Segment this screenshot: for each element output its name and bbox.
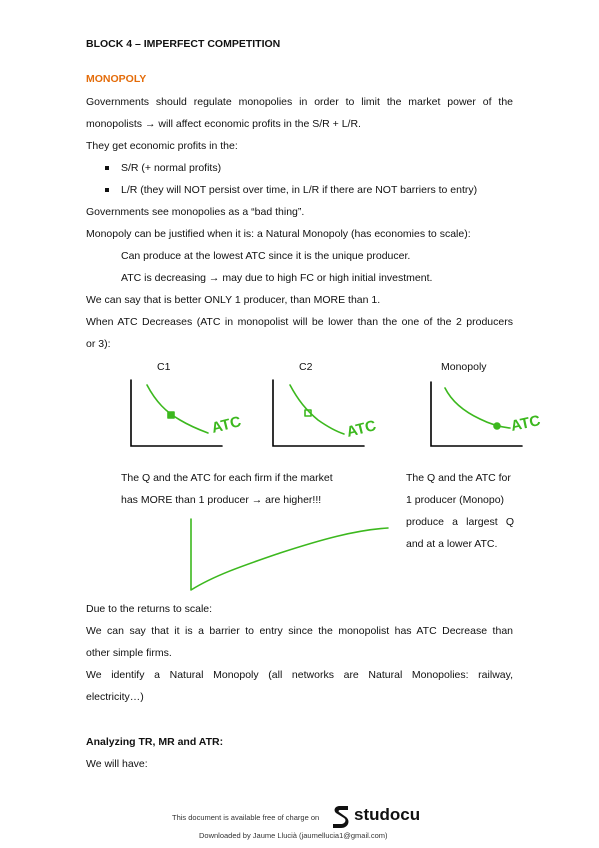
- studocu-logo-text[interactable]: studocu: [354, 805, 421, 824]
- bullet-item-sr: S/R (+ normal profits): [121, 162, 222, 174]
- atc-label-monopoly: ATC: [509, 412, 542, 435]
- paragraph-barrier-line1: We can say that it is a barrier to entry since the monopolist has ATC Decrease than: [86, 625, 513, 637]
- graph-label-c2: C2: [299, 361, 313, 373]
- note-left-line1: The Q and the ATC for each firm if the market: [121, 472, 333, 484]
- indented-lowest-atc: Can produce at the lowest ATC since it is the unique producer.: [121, 250, 411, 262]
- graph-label-monopoly: Monopoly: [441, 361, 487, 373]
- atc-label-c2: ATC: [344, 417, 378, 441]
- note-right-line3: produce a largest Q: [406, 516, 514, 528]
- note-right-line2: 1 producer (Monopo): [406, 494, 505, 506]
- paragraph-barrier-line2: other simple firms.: [86, 647, 172, 659]
- note-right-line1: The Q and the ATC for: [406, 472, 511, 484]
- paragraph-only-one-producer: We can say that is better ONLY 1 producer, than MORE than 1.: [86, 294, 381, 306]
- paragraph-atc-decreases-line1: When ATC Decreases (ATC in monopolist will be lower than the one of the 2 producers: [86, 316, 513, 328]
- note-right-line4: and at a lower ATC.: [406, 538, 498, 550]
- paragraph-atc-decreases-line2: or 3):: [86, 338, 111, 350]
- paragraph-natural-monopoly: Monopoly can be justified when it is: a Natural Monopoly (has economies to scale):: [86, 228, 471, 240]
- note-left-line2: has MORE than 1 producer → are higher!!!: [121, 494, 322, 506]
- graph-label-c1: C1: [157, 361, 171, 373]
- paragraph-networks-line1: We identify a Natural Monopoly (all networks are Natural Monopolies: railway,: [86, 669, 513, 681]
- paragraph-profits-intro: They get economic profits in the:: [86, 140, 238, 152]
- document-title: BLOCK 4 – IMPERFECT COMPETITION: [86, 38, 281, 50]
- indented-atc-decreasing: ATC is decreasing → may due to high FC or high initial investment.: [121, 272, 433, 284]
- paragraph-regulate-line2: monopolists → will affect economic profits in the S/R + L/R.: [86, 118, 361, 130]
- footer-available-text: This document is available free of charge on: [172, 813, 320, 822]
- paragraph-we-will-have: We will have:: [86, 758, 148, 770]
- paragraph-regulate-line1: Governments should regulate monopolies in order to limit the market power of the: [86, 96, 513, 108]
- footer-downloaded-text: Downloaded by Jaume Llucià (jaumellucia1@gmail.com): [199, 831, 388, 840]
- paragraph-returns-to-scale: Due to the returns to scale:: [86, 603, 213, 615]
- paragraph-bad-thing: Governments see monopolies as a “bad thing”.: [86, 206, 305, 218]
- section-heading-analyzing: Analyzing TR, MR and ATR:: [86, 736, 224, 748]
- paragraph-networks-line2: electricity…): [86, 691, 144, 703]
- atc-label-c1: ATC: [209, 413, 243, 437]
- bullet-item-lr: L/R (they will NOT persist over time, in L/R if there are NOT barriers to entry): [121, 184, 478, 196]
- section-heading-monopoly: MONOPOLY: [86, 73, 147, 85]
